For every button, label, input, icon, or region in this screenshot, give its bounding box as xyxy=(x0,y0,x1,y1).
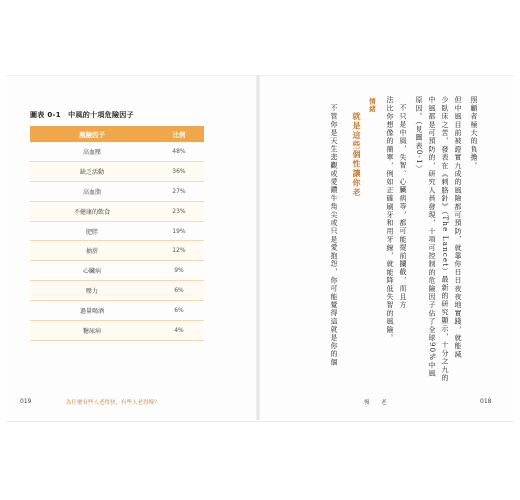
table-row xyxy=(30,301,204,321)
body-text-column: 少臥床之苦，發表在《刺胳針》（The Lancet）最新的研究顯示，十分之九的 xyxy=(441,96,449,383)
ratio-cell: 9% xyxy=(154,261,204,281)
factor-cell: 抽菸 xyxy=(30,241,154,261)
table-row xyxy=(30,161,204,181)
table-row xyxy=(30,261,204,281)
factor-cell: 心臟病 xyxy=(30,261,154,281)
factor-cell: 肥胖 xyxy=(30,221,154,241)
table-header-row xyxy=(30,126,204,142)
table-row xyxy=(30,221,204,241)
ratio-cell: 23% xyxy=(154,201,204,221)
body-text-column: 原因。（見圖表0-1） xyxy=(415,96,423,173)
left-running-title: 為什麼有些人老得快，有些人老得慢？ xyxy=(66,400,160,406)
factor-cell: 高血脂 xyxy=(30,181,154,201)
table-row xyxy=(30,241,204,261)
body-text-column: 但中風目前被證實九成的風險都可預防，就靠你日日夜夜地實踐，就能減 xyxy=(454,96,462,359)
table-row xyxy=(30,281,204,301)
ratio-cell: 27% xyxy=(154,181,204,201)
book-gutter xyxy=(256,75,260,420)
left-page-number: 019 xyxy=(20,398,32,405)
ratio-cell: 48% xyxy=(154,142,204,161)
body-text-column: 法比你想像的簡單，例如正確刷牙和用牙線，就能降低失智的風險。 xyxy=(386,96,394,342)
table-title: 圖表 0-1 中風的十項危險因子 xyxy=(30,111,134,119)
factor-cell: 不健康的飲食 xyxy=(30,201,154,221)
factor-cell: 高血壓 xyxy=(30,142,154,161)
section-label: 情緒 xyxy=(368,98,376,113)
factor-cell: 缺乏活動 xyxy=(30,161,154,181)
ratio-cell: 6% xyxy=(154,281,204,301)
right-running-title: 慢 老 xyxy=(364,400,390,406)
table-row xyxy=(30,181,204,201)
table-row xyxy=(30,201,204,221)
factor-cell: 糖尿病 xyxy=(30,321,154,341)
column-header-factor: 風險因子 xyxy=(30,126,154,142)
ratio-cell: 12% xyxy=(154,241,204,261)
ratio-cell: 6% xyxy=(154,301,204,321)
body-text-column: 中風都是可預防的，研究人員發現，十項可控制的危險因子佔了全球90%中風 xyxy=(428,96,436,378)
right-page-number: 018 xyxy=(480,398,492,405)
factor-cell: 壓力 xyxy=(30,281,154,301)
risk-factor-table xyxy=(30,126,204,341)
table-row xyxy=(30,142,204,161)
body-text-column: 照顧者極大的負擔。 xyxy=(470,96,478,170)
body-text-column: 不管你是天生悲觀或愛鑽牛角尖或只是愛抱怨，你可能覺得這就是你的個 xyxy=(330,104,338,367)
section-heading: 就是這些個性讓你老 xyxy=(352,112,362,198)
ratio-cell: 19% xyxy=(154,221,204,241)
column-header-ratio: 比例 xyxy=(154,126,204,142)
body-text-column: 不只是中風，失智、心臟病等，都可能提前攔截，而且方 xyxy=(399,104,407,309)
ratio-cell: 36% xyxy=(154,161,204,181)
ratio-cell: 4% xyxy=(154,321,204,341)
factor-cell: 過量喝酒 xyxy=(30,301,154,321)
table-row xyxy=(30,321,204,341)
